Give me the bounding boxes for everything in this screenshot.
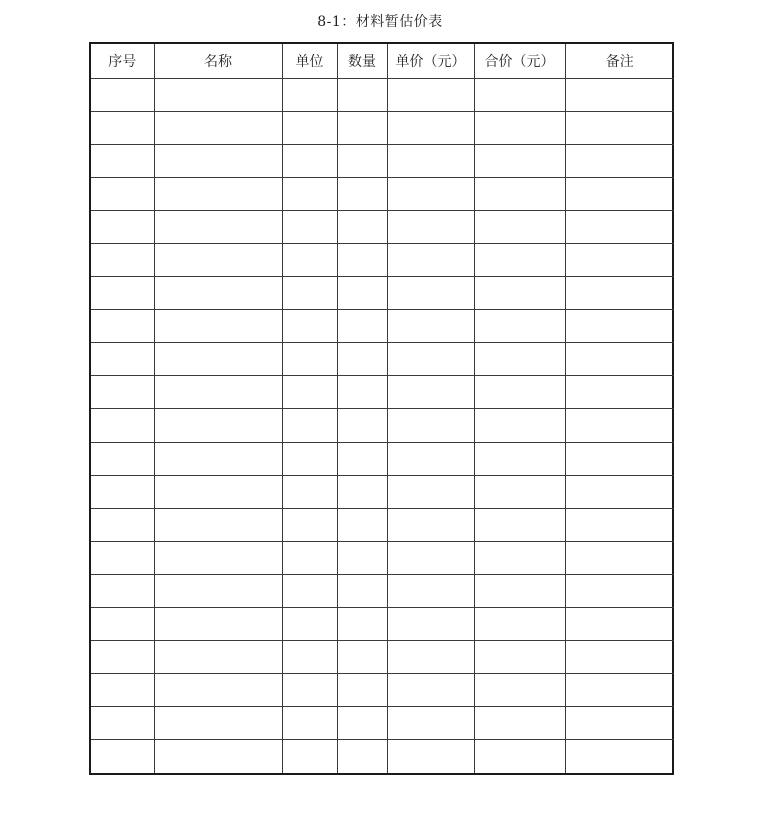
table-cell-unit <box>282 707 337 740</box>
table-row <box>91 243 674 276</box>
table-cell-name <box>154 508 282 541</box>
table-cell-unit_price <box>387 641 474 674</box>
table-cell-total_price <box>474 144 565 177</box>
table-cell-unit <box>282 409 337 442</box>
table-cell-name <box>154 144 282 177</box>
table-row <box>91 310 674 343</box>
table-cell-unit_price <box>387 574 474 607</box>
table-cell-quantity <box>337 641 387 674</box>
table-cell-total_price <box>474 574 565 607</box>
table-cell-name <box>154 177 282 210</box>
header-cell-name: 名称 <box>154 44 282 78</box>
table-cell-quantity <box>337 707 387 740</box>
material-estimate-table <box>91 44 674 773</box>
table-cell-remarks <box>565 111 674 144</box>
page-title: 8-1：材料暂估价表 <box>317 14 443 30</box>
table-cell-unit <box>282 574 337 607</box>
table-cell-remarks <box>565 78 674 111</box>
table-cell-total_price <box>474 707 565 740</box>
table-cell-total_price <box>474 343 565 376</box>
table-body <box>91 78 674 773</box>
header-row <box>91 44 674 78</box>
table-cell-quantity <box>337 78 387 111</box>
table-cell-remarks <box>565 574 674 607</box>
table-cell-remarks <box>565 508 674 541</box>
table-cell-total_price <box>474 243 565 276</box>
table-cell-total_price <box>474 111 565 144</box>
table-row <box>91 111 674 144</box>
table-cell-unit_price <box>387 177 474 210</box>
table-cell-remarks <box>565 376 674 409</box>
table-cell-name <box>154 243 282 276</box>
table-cell-unit <box>282 641 337 674</box>
table-cell-remarks <box>565 475 674 508</box>
table-cell-quantity <box>337 541 387 574</box>
table-cell-unit_price <box>387 78 474 111</box>
table-cell-total_price <box>474 608 565 641</box>
table-cell-unit <box>282 740 337 773</box>
material-estimate-table-frame <box>89 42 674 775</box>
table-cell-name <box>154 740 282 773</box>
table-row <box>91 277 674 310</box>
table-cell-seq <box>91 574 154 607</box>
table-cell-remarks <box>565 277 674 310</box>
table-row <box>91 210 674 243</box>
table-cell-name <box>154 111 282 144</box>
table-cell-name <box>154 376 282 409</box>
table-cell-seq <box>91 210 154 243</box>
table-cell-total_price <box>474 508 565 541</box>
table-cell-unit_price <box>387 608 474 641</box>
table-cell-remarks <box>565 144 674 177</box>
table-cell-unit <box>282 78 337 111</box>
table-cell-total_price <box>474 376 565 409</box>
header-cell-total-price: 合价（元） <box>474 44 565 78</box>
table-cell-unit <box>282 508 337 541</box>
table-cell-unit <box>282 475 337 508</box>
table-cell-unit_price <box>387 243 474 276</box>
table-row <box>91 674 674 707</box>
table-row <box>91 78 674 111</box>
table-cell-quantity <box>337 177 387 210</box>
table-cell-unit <box>282 343 337 376</box>
table-cell-total_price <box>474 310 565 343</box>
table-header <box>91 44 674 78</box>
table-cell-remarks <box>565 210 674 243</box>
table-cell-unit <box>282 310 337 343</box>
table-cell-unit_price <box>387 740 474 773</box>
table-cell-seq <box>91 177 154 210</box>
table-cell-quantity <box>337 376 387 409</box>
header-cell-seq: 序号 <box>91 44 154 78</box>
table-cell-remarks <box>565 707 674 740</box>
table-cell-unit_price <box>387 343 474 376</box>
table-cell-quantity <box>337 343 387 376</box>
table-cell-name <box>154 641 282 674</box>
table-cell-total_price <box>474 210 565 243</box>
table-cell-remarks <box>565 177 674 210</box>
table-cell-unit_price <box>387 707 474 740</box>
table-cell-unit <box>282 177 337 210</box>
table-cell-name <box>154 674 282 707</box>
table-row <box>91 144 674 177</box>
table-cell-quantity <box>337 674 387 707</box>
table-cell-total_price <box>474 740 565 773</box>
table-cell-unit <box>282 541 337 574</box>
table-cell-seq <box>91 707 154 740</box>
table-cell-quantity <box>337 574 387 607</box>
table-cell-total_price <box>474 674 565 707</box>
table-cell-remarks <box>565 641 674 674</box>
table-cell-quantity <box>337 144 387 177</box>
table-cell-seq <box>91 243 154 276</box>
table-cell-seq <box>91 376 154 409</box>
table-cell-total_price <box>474 177 565 210</box>
table-cell-seq <box>91 674 154 707</box>
table-cell-unit <box>282 442 337 475</box>
table-cell-unit_price <box>387 674 474 707</box>
table-cell-seq <box>91 608 154 641</box>
table-cell-seq <box>91 409 154 442</box>
table-row <box>91 177 674 210</box>
table-cell-seq <box>91 310 154 343</box>
table-row <box>91 508 674 541</box>
table-cell-quantity <box>337 608 387 641</box>
table-cell-unit_price <box>387 376 474 409</box>
table-cell-quantity <box>337 310 387 343</box>
table-row <box>91 376 674 409</box>
table-row <box>91 475 674 508</box>
header-cell-unit: 单位 <box>282 44 337 78</box>
table-cell-remarks <box>565 243 674 276</box>
table-cell-name <box>154 78 282 111</box>
table-cell-quantity <box>337 508 387 541</box>
table-cell-quantity <box>337 409 387 442</box>
table-cell-remarks <box>565 442 674 475</box>
table-cell-remarks <box>565 674 674 707</box>
table-cell-name <box>154 310 282 343</box>
table-cell-unit_price <box>387 409 474 442</box>
table-cell-unit_price <box>387 277 474 310</box>
table-cell-total_price <box>474 78 565 111</box>
table-cell-seq <box>91 541 154 574</box>
table-cell-remarks <box>565 409 674 442</box>
table-cell-seq <box>91 475 154 508</box>
table-cell-seq <box>91 111 154 144</box>
table-cell-quantity <box>337 277 387 310</box>
table-cell-total_price <box>474 541 565 574</box>
table-cell-quantity <box>337 210 387 243</box>
table-cell-name <box>154 608 282 641</box>
table-cell-seq <box>91 78 154 111</box>
table-cell-unit_price <box>387 541 474 574</box>
table-row <box>91 740 674 773</box>
table-cell-seq <box>91 277 154 310</box>
table-cell-unit <box>282 111 337 144</box>
header-cell-unit-price: 单价（元） <box>387 44 474 78</box>
table-cell-unit_price <box>387 442 474 475</box>
table-cell-unit_price <box>387 310 474 343</box>
table-cell-seq <box>91 508 154 541</box>
table-row <box>91 608 674 641</box>
table-cell-quantity <box>337 442 387 475</box>
table-cell-name <box>154 442 282 475</box>
table-cell-unit <box>282 210 337 243</box>
table-cell-unit_price <box>387 475 474 508</box>
table-cell-unit <box>282 376 337 409</box>
table-cell-total_price <box>474 409 565 442</box>
table-cell-name <box>154 343 282 376</box>
table-cell-seq <box>91 442 154 475</box>
table-row <box>91 574 674 607</box>
table-cell-seq <box>91 641 154 674</box>
table-cell-total_price <box>474 641 565 674</box>
table-cell-quantity <box>337 111 387 144</box>
table-cell-remarks <box>565 541 674 574</box>
table-cell-name <box>154 475 282 508</box>
table-cell-name <box>154 541 282 574</box>
table-cell-remarks <box>565 740 674 773</box>
table-cell-name <box>154 409 282 442</box>
table-row <box>91 343 674 376</box>
table-row <box>91 541 674 574</box>
table-cell-unit_price <box>387 111 474 144</box>
table-cell-total_price <box>474 442 565 475</box>
table-cell-unit <box>282 608 337 641</box>
table-cell-seq <box>91 740 154 773</box>
table-cell-unit <box>282 674 337 707</box>
table-cell-quantity <box>337 243 387 276</box>
table-cell-total_price <box>474 277 565 310</box>
table-cell-unit <box>282 144 337 177</box>
table-cell-unit_price <box>387 210 474 243</box>
table-row <box>91 641 674 674</box>
table-cell-seq <box>91 343 154 376</box>
table-cell-name <box>154 210 282 243</box>
table-row <box>91 442 674 475</box>
header-cell-quantity: 数量 <box>337 44 387 78</box>
table-cell-remarks <box>565 608 674 641</box>
table-cell-remarks <box>565 343 674 376</box>
table-cell-name <box>154 277 282 310</box>
table-cell-quantity <box>337 475 387 508</box>
table-cell-quantity <box>337 740 387 773</box>
table-cell-remarks <box>565 310 674 343</box>
table-row <box>91 409 674 442</box>
table-cell-total_price <box>474 475 565 508</box>
table-cell-name <box>154 574 282 607</box>
table-cell-unit <box>282 277 337 310</box>
table-cell-seq <box>91 144 154 177</box>
table-cell-unit <box>282 243 337 276</box>
table-row <box>91 707 674 740</box>
table-cell-unit_price <box>387 144 474 177</box>
table-cell-unit_price <box>387 508 474 541</box>
table-cell-name <box>154 707 282 740</box>
header-cell-remarks: 备注 <box>565 44 674 78</box>
